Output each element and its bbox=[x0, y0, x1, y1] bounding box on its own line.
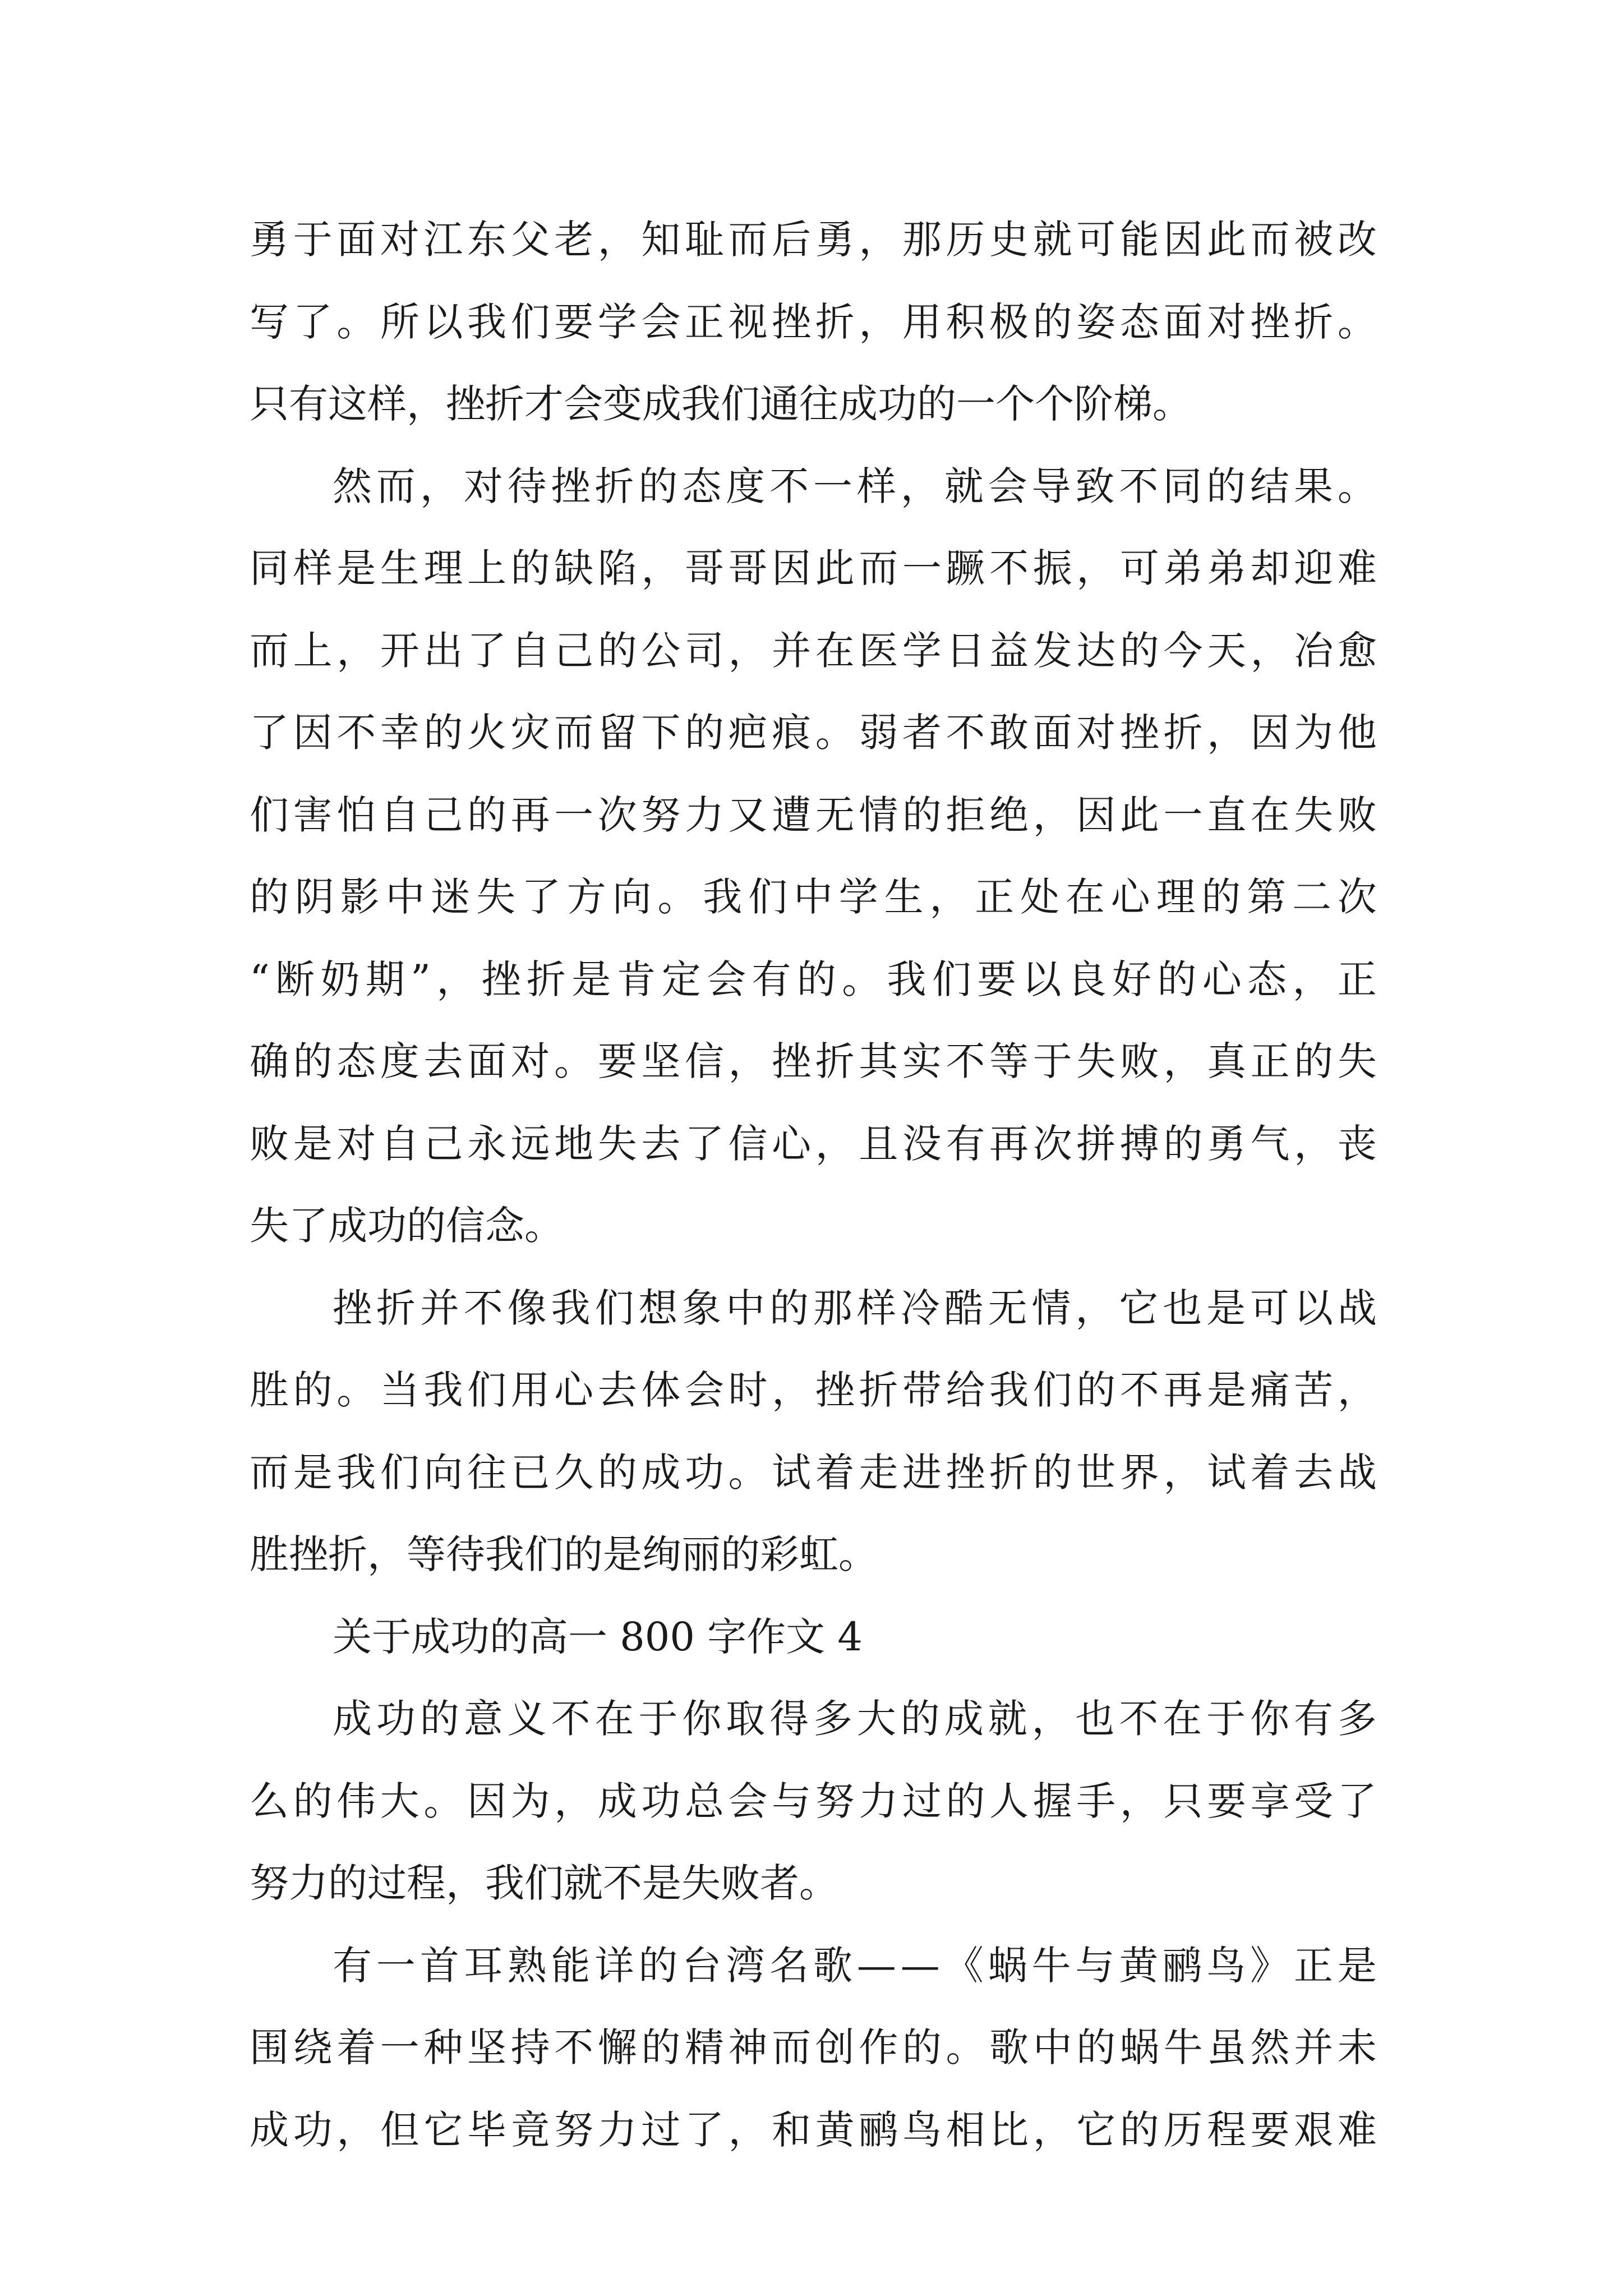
text-line: 挫 折 并 不 像 我 们 想 象 中 的 那 样 冷 酷 无 情 ， 它 也 是 可 以 战 bbox=[333, 1285, 1377, 1331]
text-line: 然 而 ， 对 待 挫 折 的 态 度 不 一 样 ， 就 会 导 致 不 同 的 结 果 。 bbox=[333, 463, 1377, 509]
text-line: 写 了 。 所 以 我 们 要 学 会 正 视 挫 折 ， 用 积 极 的 姿 态 面 对 挫 折 。 bbox=[250, 298, 1377, 345]
text-line: 努力的过程，我们就不是失败者。 bbox=[250, 1860, 838, 1906]
text-line: “ 断 奶 期 ” ， 挫 折 是 肯 定 会 有 的 。 我 们 要 以 良 好 的 心 态 ， 正 bbox=[250, 956, 1377, 1002]
text-line: 么 的 伟 大 。 因 为 ， 成 功 总 会 与 努 力 过 的 人 握 手 ， 只 要 享 受 了 bbox=[250, 1778, 1377, 1824]
text-line: 胜挫折，等待我们的是绚丽的彩虹。 bbox=[250, 1531, 878, 1577]
text-line: 们 害 怕 自 己 的 再 一 次 努 力 又 遭 无 情 的 拒 绝 ， 因 此 一 直 在 失 败 bbox=[250, 792, 1377, 838]
text-line: 成 功 ， 但 它 毕 竟 努 力 过 了 ， 和 黄 鹂 鸟 相 比 ， 它 的 历 程 要 艰 难 bbox=[250, 2106, 1377, 2153]
text-line: 了 因 不 幸 的 火 灾 而 留 下 的 疤 痕 。 弱 者 不 敢 面 对 挫 折 ， 因 为 他 bbox=[250, 710, 1377, 756]
text-line: 的 阴 影 中 迷 失 了 方 向 。 我 们 中 学 生 ， 正 处 在 心 理 的 第 二 次 bbox=[250, 874, 1377, 920]
text-line: 而 是 我 们 向 往 已 久 的 成 功 。 试 着 走 进 挫 折 的 世 界 ， 试 着 去 战 bbox=[250, 1449, 1377, 1496]
text-line: 失了成功的信念。 bbox=[250, 1203, 564, 1249]
body-text bbox=[250, 199, 1377, 2171]
text-line: 成 功 的 意 义 不 在 于 你 取 得 多 大 的 成 就 ， 也 不 在 于 你 有 多 bbox=[333, 1696, 1377, 1742]
text-line: 勇 于 面 对 江 东 父 老 ， 知 耻 而 后 勇 ， 那 历 史 就 可 能 因 此 而 被 改 bbox=[250, 217, 1377, 263]
text-line: 有 一 首 耳 熟 能 详 的 台 湾 名 歌 — — 《 蜗 牛 与 黄 鹂 鸟 》 正 是 bbox=[333, 1942, 1377, 1989]
text-line: 围 绕 着 一 种 坚 持 不 懈 的 精 神 而 创 作 的 。 歌 中 的 蜗 牛 虽 然 并 未 bbox=[250, 2024, 1377, 2070]
text-line: 而 上 ， 开 出 了 自 己 的 公 司 ， 并 在 医 学 日 益 发 达 的 今 天 ， 冶 愈 bbox=[250, 627, 1377, 674]
text-line: 只有这样，挫折才会变成我们通往成功的一个个阶梯。 bbox=[250, 381, 1192, 427]
text-line: 确 的 态 度 去 面 对 。 要 坚 信 ， 挫 折 其 实 不 等 于 失 败 ， 真 正 的 失 bbox=[250, 1038, 1377, 1084]
text-line: 败 是 对 自 己 永 远 地 失 去 了 信 心 ， 且 没 有 再 次 拼 搏 的 勇 气 ， 丧 bbox=[250, 1120, 1377, 1167]
text-line: 关于成功的高一 800 字作文 4 bbox=[333, 1613, 863, 1660]
text-line: 胜 的 。 当 我 们 用 心 去 体 会 时 ， 挫 折 带 给 我 们 的 不 再 是 痛 苦 ， bbox=[250, 1367, 1377, 1413]
text-line: 同 样 是 生 理 上 的 缺 陷 ， 哥 哥 因 此 而 一 蹶 不 振 ， 可 弟 弟 却 迎 难 bbox=[250, 545, 1377, 591]
